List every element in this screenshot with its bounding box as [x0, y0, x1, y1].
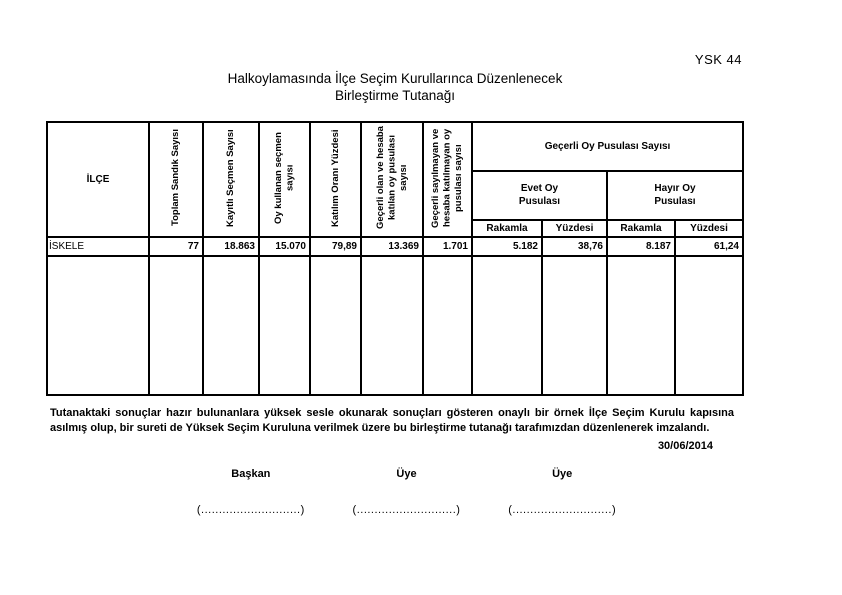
col-header-toplam-sandik-sayisi	[149, 122, 203, 237]
col-header-evet-rakamla: Rakamla	[472, 220, 542, 237]
cell-kayitli-secmen: 18.863	[203, 237, 259, 256]
rotated-label: Kayıtlı Seçmen Sayısı	[225, 129, 237, 227]
rotated-label: Katılım Oranı Yüzdesi	[329, 129, 341, 227]
table-row-iskele	[47, 237, 743, 256]
col-header-hayir-rakamla: Rakamla	[607, 220, 675, 237]
col-header-evet-yuzdesi: Yüzdesi	[542, 220, 607, 237]
title-line-2: Birleştirme Tutanağı	[334, 88, 456, 103]
cell-gecerli-oy: 13.369	[361, 237, 423, 256]
signatory-uye-2	[484, 468, 640, 516]
col-header-hayir-oy-pusulasi	[607, 171, 743, 220]
cell-katilim-orani: 79,89	[310, 237, 361, 256]
empty-cell	[472, 256, 542, 395]
rotated-label: Geçerli olan ve hesaba katılan oy pusulası sayısı	[374, 126, 409, 230]
empty-cell	[47, 256, 149, 395]
cell-ilce: İSKELE	[47, 237, 149, 256]
no-label: Hayır Oy Pusulası	[654, 183, 696, 207]
empty-cell	[423, 256, 472, 395]
closing-paragraph: Tutanaktaki sonuçlar hazır bulunanlara yüksek sesle okunarak sonuçları gösteren onaylı bir örnek İlçe Seçim Kurulu kapısına asılmış olup, bir sureti de Yüksek Seçim Kuruluna verilmek üzere bu birleştirme tutanağı tarafımızdan düzenlenerek imzalandı.	[50, 407, 734, 434]
col-header-gecerli-oy-pusulasi-sayisi: Geçerli Oy Pusulası Sayısı	[472, 122, 743, 171]
rotated-label: Oy kullanan seçmen sayısı	[273, 132, 296, 224]
title-line-1: Halkoylamasında İlçe Seçim Kurullarınca Düzenlenecek	[227, 71, 563, 86]
empty-cell	[607, 256, 675, 395]
cell-evet-yuzdesi: 38,76	[542, 237, 607, 256]
yes-label: Evet Oy Pusulası	[518, 183, 561, 207]
cell-gecersiz-oy: 1.701	[423, 237, 472, 256]
form-code: YSK 44	[694, 52, 742, 67]
cell-hayir-yuzdesi: 61,24	[675, 237, 743, 256]
signature-block	[173, 468, 640, 516]
cell-evet-rakamla: 5.182	[472, 237, 542, 256]
signature-line: (............................)	[196, 504, 305, 516]
col-header-hayir-yuzdesi: Yüzdesi	[675, 220, 743, 237]
header-row-1	[47, 122, 743, 171]
cell-hayir-rakamla: 8.187	[607, 237, 675, 256]
document-date: 30/06/2014	[657, 440, 713, 452]
document-title	[46, 70, 744, 104]
empty-cell	[361, 256, 423, 395]
col-header-ilce: İLÇE	[47, 122, 149, 237]
col-header-katilim-orani	[310, 122, 361, 237]
signature-line: (............................)	[352, 504, 461, 516]
empty-cell	[203, 256, 259, 395]
signatory-uye-1	[329, 468, 485, 516]
col-header-kayitli-secmen-sayisi	[203, 122, 259, 237]
col-header-gecerli-oy	[361, 122, 423, 237]
signatory-title: Üye	[552, 468, 573, 480]
col-header-gecersiz-oy	[423, 122, 472, 237]
signatory-title: Üye	[396, 468, 417, 480]
signature-line: (............................)	[508, 504, 617, 516]
empty-cell	[310, 256, 361, 395]
signatory-baskan	[173, 468, 329, 516]
results-table	[46, 121, 744, 396]
signatory-title: Başkan	[231, 468, 271, 480]
col-header-evet-oy-pusulasi	[472, 171, 607, 220]
empty-cell	[149, 256, 203, 395]
rotated-label: Geçerli sayılmayan ve hesaba katılmayan oy pusulası sayısı	[430, 128, 465, 228]
cell-toplam-sandik: 77	[149, 237, 203, 256]
cell-oy-kullanan: 15.070	[259, 237, 310, 256]
rotated-label: Toplam Sandık Sayısı	[170, 129, 182, 227]
col-header-oy-kullanan-secmen	[259, 122, 310, 237]
table-row-empty	[47, 256, 743, 395]
empty-cell	[675, 256, 743, 395]
empty-cell	[259, 256, 310, 395]
empty-cell	[542, 256, 607, 395]
